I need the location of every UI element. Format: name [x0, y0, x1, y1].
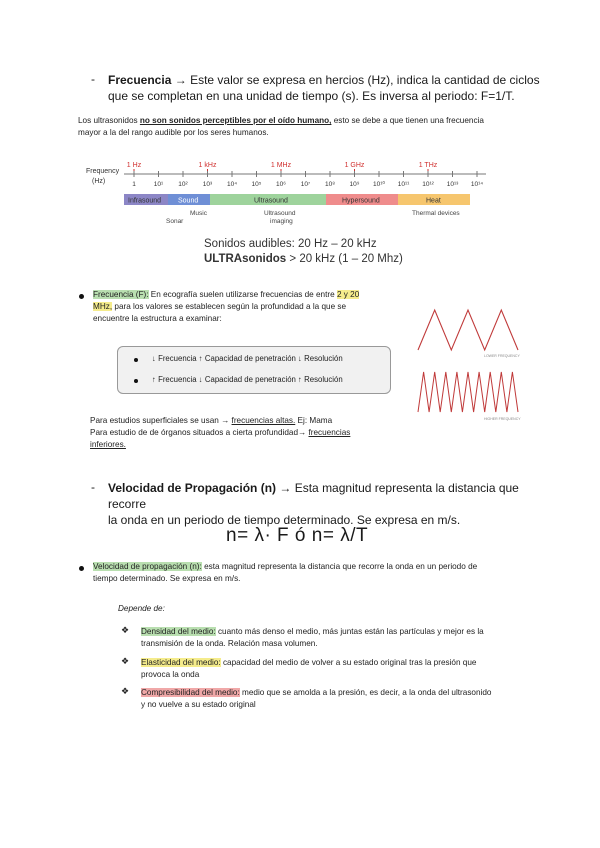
- frecuencia-item: [108, 72, 568, 104]
- frecuencia-range: 2 y 20: [336, 290, 360, 299]
- depende-item-elasticidad: [141, 657, 541, 681]
- tick-label: 10⁵: [251, 181, 262, 188]
- tick-label: 10¹¹: [397, 181, 410, 188]
- sublabel-thermal: Thermal devices: [412, 210, 460, 217]
- velocidad-item: [108, 480, 548, 528]
- densidad-line1: cuanto más denso el medio, más juntas están las partículas y mejor es la: [217, 627, 484, 636]
- ultra-line: [204, 252, 403, 267]
- bullet: [79, 294, 84, 299]
- velocidad-line1: Esta magnitud representa la distancia que recorre: [108, 481, 519, 511]
- ultra-underlined: no son sonidos perceptibles por el oído humano,: [139, 116, 332, 125]
- sublabel-music: Music: [190, 210, 207, 217]
- band-label: Hypersound: [342, 197, 380, 205]
- tick-label: 1: [132, 181, 136, 188]
- low-frequency-wave: [418, 310, 518, 350]
- tick-label: 10⁴: [226, 181, 238, 188]
- dash-marker: -: [91, 480, 95, 494]
- ultra-line2: mayor a la del rango audible por los seres humanos.: [78, 128, 269, 137]
- tick-label: 10⁹: [349, 181, 360, 188]
- tick-label: 10⁶: [276, 181, 286, 188]
- estudios-line1-ul: frecuencias altas.: [231, 416, 296, 425]
- elasticidad-line1: capacidad del medio de volver a su estado original tras la presión que: [222, 658, 477, 667]
- velocidad-bullet: [93, 561, 533, 585]
- frecuencia-bullet: [93, 289, 398, 325]
- spectrum-svg: [86, 158, 496, 238]
- depende-item-compresibilidad: [141, 687, 551, 711]
- legend-bullet: [134, 379, 138, 383]
- frecuencia-bullet-line2: para los valores se establecen según la profundidad a la que se: [114, 302, 347, 311]
- sublabel-ultrasound-imaging-2: imaging: [270, 218, 293, 225]
- decade-mark: 1 MHz: [270, 162, 292, 169]
- velocidad-line2: la onda en un periodo de tiempo determinado. Se expresa en m/s.: [108, 513, 461, 527]
- band-label: Sound: [178, 197, 199, 205]
- diamond-bullet: ❖: [121, 625, 130, 635]
- arrow: →: [174, 73, 187, 87]
- frecuencia-bullet-term: Frecuencia (F):: [93, 290, 149, 299]
- diamond-bullet: ❖: [121, 686, 130, 696]
- sublabel-sonar: Sonar: [166, 218, 184, 225]
- estudios-line1-post: Ej: Mama: [297, 416, 333, 425]
- sublabel-ultrasound-imaging-1: Ultrasound: [264, 210, 296, 217]
- frecuencia-term: Frecuencia: [108, 73, 172, 87]
- tick-label: 10³: [202, 181, 213, 188]
- elasticidad-term: Elasticidad del medio:: [141, 658, 221, 667]
- frequency-spectrum-diagram: [86, 158, 496, 238]
- velocidad-term: Velocidad de Propagación (n): [108, 481, 277, 495]
- arrow: →: [279, 481, 292, 495]
- frequency-waves-figure: [414, 300, 524, 425]
- ultra-rest: esto se debe a que tienen una frecuencia: [333, 116, 484, 125]
- velocidad-bullet-line1: esta magnitud representa la distancia que recorre la onda en un periodo de: [204, 562, 478, 571]
- estudios-line2-ul: frecuencias: [308, 428, 351, 437]
- audible-line: Sonidos audibles: 20 Hz – 20 kHz: [204, 238, 377, 250]
- ultra-rest-range: > 20 kHz (1 – 20 Mhz): [289, 253, 403, 265]
- tick-label: 10¹³: [446, 181, 459, 188]
- tick-label: 10¹²: [422, 181, 434, 188]
- velocidad-bullet-term: Velocidad de propagación (n):: [93, 562, 202, 571]
- ultrasonidos-paragraph: [78, 115, 530, 139]
- tick-label: 10⁸: [325, 181, 335, 188]
- ultra-prefix: Los ultrasonidos: [78, 116, 138, 125]
- compresibilidad-term: Compresibilidad del medio:: [141, 688, 240, 697]
- decade-mark: 1 kHz: [198, 162, 217, 169]
- legend-bullet: [134, 358, 138, 362]
- decade-mark: 1 THz: [418, 162, 438, 169]
- legend-row-2: ↑ Frecuencia ↓ Capacidad de penetración ↑ Resolución: [152, 375, 343, 384]
- depende-item-densidad: [141, 626, 541, 650]
- frecuencia-bullet-line3: encuentre la estructura a examinar:: [93, 314, 222, 323]
- tick-label: 10¹: [153, 181, 164, 188]
- estudios-line1-pre: Para estudios superficiales se usan →: [90, 416, 230, 425]
- estudios-line2-pre: Para estudio de de órganos situados a cierta profundidad→: [90, 428, 307, 437]
- velocidad-bullet-line2: tiempo determinado. Se expresa en m/s.: [93, 574, 241, 583]
- compresibilidad-line1: medio que se amolda a la presión, es decir, a la onda del ultrasonido: [242, 688, 492, 697]
- tick-label: 10¹⁴: [470, 181, 484, 188]
- audible-range-block: [204, 237, 403, 267]
- tick-label: 10²: [178, 181, 188, 188]
- depende-title: Depende de:: [118, 604, 165, 613]
- decade-mark: 1 Hz: [126, 162, 142, 169]
- band-label: Infrasound: [128, 197, 162, 205]
- axis-label-2: (Hz): [92, 178, 106, 185]
- high-frequency-wave: [418, 372, 518, 412]
- band-label: Heat: [426, 197, 441, 205]
- frecuencia-line1: Este valor se expresa en hercios (Hz), indica la cantidad de ciclos: [190, 73, 540, 87]
- estudios-line3-ul: inferiores.: [90, 440, 126, 449]
- elasticidad-line2: provoca la onda: [141, 670, 200, 679]
- wave-caption-high: HIGHER FREQUENCY: [484, 417, 521, 421]
- legend-row-1: ↓ Frecuencia ↑ Capacidad de penetración ↓ Resolución: [152, 354, 343, 363]
- axis-label-1: Frequency: [86, 168, 120, 175]
- frecuencia-mhz: MHz,: [93, 302, 113, 311]
- diamond-bullet: ❖: [121, 656, 130, 666]
- waves-svg: [414, 300, 524, 425]
- tick-label: 10¹⁰: [372, 181, 386, 188]
- densidad-term: Densidad del medio:: [141, 627, 216, 636]
- estudios-block: [90, 415, 390, 451]
- dash-marker: -: [91, 72, 95, 86]
- densidad-line2: transmisión de la onda. Relación masa volumen.: [141, 639, 318, 648]
- band-label: Ultrasound: [254, 197, 288, 205]
- top-marks: [127, 162, 438, 174]
- frecuencia-bullet-text1: En ecografía suelen utilizarse frecuencias de entre: [150, 290, 335, 299]
- formula: n= λ· F ó n= λ/T: [226, 525, 369, 546]
- tick-label: 10⁷: [300, 181, 311, 188]
- frequency-tradeoff-box: [117, 346, 391, 394]
- ultra-bold: ULTRAsonidos: [204, 253, 287, 265]
- wave-caption-low: LOWER FREQUENCY: [484, 354, 520, 358]
- bullet: [79, 566, 84, 571]
- compresibilidad-line2: y no vuelve a su estado original: [141, 700, 256, 709]
- decade-mark: 1 GHz: [344, 162, 365, 169]
- frecuencia-line2: que se completan en una unidad de tiempo (s). Es inversa al periodo: F=1/T.: [108, 89, 515, 103]
